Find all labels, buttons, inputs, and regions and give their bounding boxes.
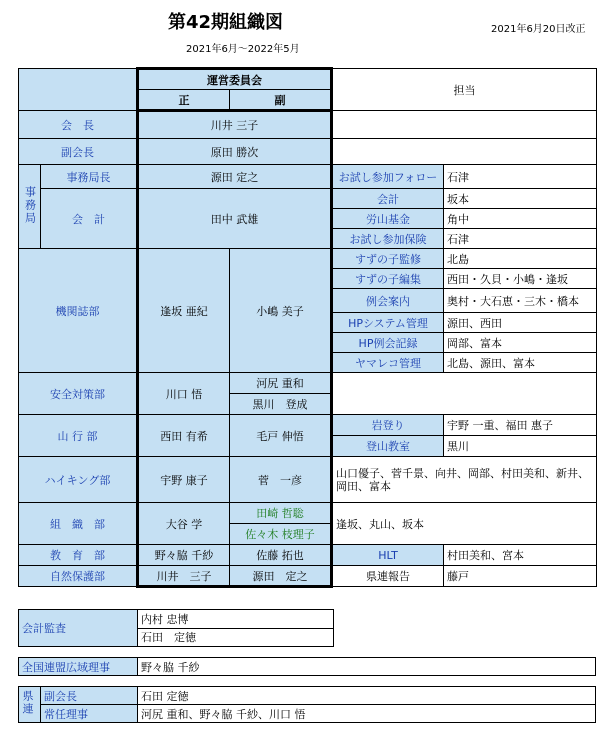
vice-president-name: 原田 勝次: [138, 139, 332, 165]
duty-header: 担当: [332, 69, 597, 111]
journal-vice: 小嶋 美子: [230, 249, 332, 373]
organization-vice2: 佐々木 枝理子: [230, 524, 332, 545]
period-text: 2021年6月～2022年5月: [186, 44, 300, 55]
education-main: 野々脇 千紗: [138, 545, 230, 566]
secretary-general-name: 源田 定之: [138, 165, 332, 189]
audit-label: 会計監査: [19, 610, 138, 647]
duty-label: お試し参加保険: [332, 229, 444, 249]
journal-label: 機関誌部: [19, 249, 138, 373]
duty-person: 宇野 一重、福田 惠子: [444, 415, 597, 436]
duty-label: 登山教室: [332, 436, 444, 457]
organization-label: 組 織 部: [19, 503, 138, 545]
secretariat-label: 事務局: [23, 185, 37, 225]
organization-vice1: 田崎 哲聡: [230, 503, 332, 524]
duty-person: 石津: [444, 165, 597, 189]
prefecture-vice-name: 石田 定徳: [138, 687, 596, 705]
national-name: 野々脇 千紗: [138, 658, 596, 676]
duty-label: 岩登り: [332, 415, 444, 436]
duty-person: 源田、西田: [444, 313, 597, 333]
accounting-label: 会 計: [41, 189, 138, 249]
mountain-vice: 毛戸 伸悟: [230, 415, 332, 457]
duty-label: HP例会記録: [332, 333, 444, 353]
duty-label: すずの子監修: [332, 249, 444, 269]
hiking-duty: 山口優子、菅千景、向井、岡部、村田美和、新井、岡田、富本: [332, 457, 597, 503]
page-title: 第42期組織図: [168, 12, 284, 33]
revised-date: 2021年6月20日改正: [491, 24, 586, 35]
duty-person: 黒川: [444, 436, 597, 457]
hiking-main: 宇野 康子: [138, 457, 230, 503]
duty-label: HPシステム管理: [332, 313, 444, 333]
duty-label: 労山基金: [332, 209, 444, 229]
organization-main: 大谷 学: [138, 503, 230, 545]
prefecture-vice-label: 副会長: [41, 687, 138, 705]
accounting-name: 田中 武雄: [138, 189, 332, 249]
education-vice: 佐藤 拓也: [230, 545, 332, 566]
education-label: 教 育 部: [19, 545, 138, 566]
duty-person: 石津: [444, 229, 597, 249]
secretary-general-label: 事務局長: [41, 165, 138, 189]
org-chart-table: [18, 67, 597, 588]
duty-person: 奥村・大石恵・三木・橋本: [444, 289, 597, 313]
duty-label: HLT: [332, 545, 444, 566]
prefecture-standing-names: 河尻 重和、野々脇 千紗、川口 悟: [138, 705, 596, 723]
prefecture-box: [18, 686, 596, 723]
nature-vice: 源田 定之: [230, 566, 332, 587]
committee-header: 運営委員会: [138, 69, 332, 90]
duty-label: 例会案内: [332, 289, 444, 313]
duty-label: すずの子編集: [332, 269, 444, 289]
header-corner: [19, 69, 138, 111]
duty-person: 藤戸: [444, 566, 597, 587]
safety-vice2: 黒川 登成: [230, 394, 332, 415]
duty-label: お試し参加フォロー: [332, 165, 444, 189]
empty-cell: [332, 139, 597, 165]
duty-label: 会計: [332, 189, 444, 209]
vice-header: 副: [230, 90, 332, 111]
organization-duty: 逢坂、丸山、坂本: [332, 503, 597, 545]
duty-person: 岡部、富本: [444, 333, 597, 353]
audit-name2: 石田 定徳: [138, 628, 334, 647]
empty-cell: [332, 373, 597, 415]
national-label: 全国連盟広域理事: [19, 658, 138, 676]
prefecture-label: 県連: [21, 690, 34, 716]
journal-main: 逢坂 亜紀: [138, 249, 230, 373]
audit-name1: 内村 忠博: [138, 610, 334, 629]
mountain-label: 山 行 部: [19, 415, 138, 457]
duty-label: 県連報告: [332, 566, 444, 587]
main-header: 正: [138, 90, 230, 111]
duty-label: ヤマレコ管理: [332, 353, 444, 373]
prefecture-standing-label: 常任理事: [41, 705, 138, 723]
duty-person: 北島、源田、富本: [444, 353, 597, 373]
vice-president-label: 副会長: [19, 139, 138, 165]
audit-box: [18, 609, 334, 647]
mountain-main: 西田 有希: [138, 415, 230, 457]
hiking-label: ハイキング部: [19, 457, 138, 503]
national-box: [18, 657, 596, 676]
empty-cell: [332, 111, 597, 139]
safety-vice1: 河尻 重和: [230, 373, 332, 394]
duty-person: 村田美和、宮本: [444, 545, 597, 566]
duty-person: 西田・久貝・小嶋・逢坂: [444, 269, 597, 289]
nature-label: 自然保護部: [19, 566, 138, 587]
duty-person: 角中: [444, 209, 597, 229]
president-name: 川井 三子: [138, 111, 332, 139]
duty-person: 坂本: [444, 189, 597, 209]
president-label: 会 長: [19, 111, 138, 139]
duty-person: 北島: [444, 249, 597, 269]
safety-main: 川口 悟: [138, 373, 230, 415]
hiking-vice: 菅 一彦: [230, 457, 332, 503]
safety-label: 安全対策部: [19, 373, 138, 415]
nature-main: 川井 三子: [138, 566, 230, 587]
